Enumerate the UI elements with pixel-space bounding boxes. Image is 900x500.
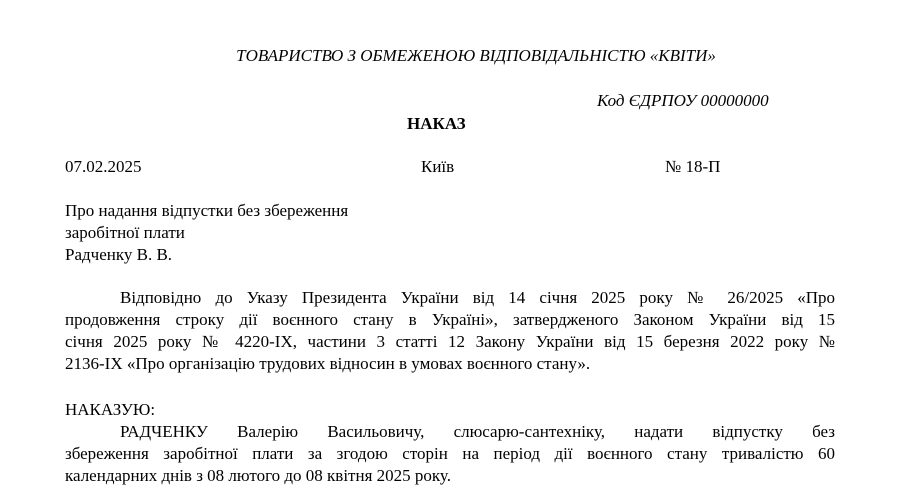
basis-line: 2136-IX «Про організацію трудових відносин в умовах воєнного стану». [65,354,591,373]
legal-basis-paragraph [65,287,835,375]
order-paragraph [65,421,835,487]
company-name: ТОВАРИСТВО З ОБМЕЖЕНОЮ ВІДПОВІДАЛЬНІСТЮ «КВІТИ» [236,46,716,65]
order-line: РАДЧЕНКУ Валерію Васильовичу, слюсарю-сантехніку, надати відпустку без [120,422,835,441]
order-city: Київ [421,157,455,176]
basis-line: продовження строку дії воєнного стану в Україні», затвердженого Законом України від 15 [65,310,835,329]
order-number: № 18-П [665,157,721,176]
subject-line: заробітної плати [65,223,185,242]
order-date: 07.02.2025 [65,157,142,176]
order-heading: НАКАЗУЮ: [65,400,156,419]
order-line: календарних днів з 08 лютого до 08 квітня 2025 року. [65,466,451,485]
subject-line: Радченку В. В. [65,245,173,264]
basis-line: Відповідно до Указу Президента України від 14 січня 2025 року № 26/2025 «Про [120,288,835,307]
edrpou-code: Код ЄДРПОУ 00000000 [597,91,769,110]
document-title: НАКАЗ [407,114,466,133]
subject-line: Про надання відпустки без збереження [65,201,349,220]
order-subject [65,200,465,266]
basis-line: січня 2025 року № 4220-IX, частини 3 статті 12 Закону України від 15 березня 2022 року № [65,332,835,351]
order-line: збереження заробітної плати за згодою сторін на період дії воєнного стану тривалістю 60 [65,444,835,463]
